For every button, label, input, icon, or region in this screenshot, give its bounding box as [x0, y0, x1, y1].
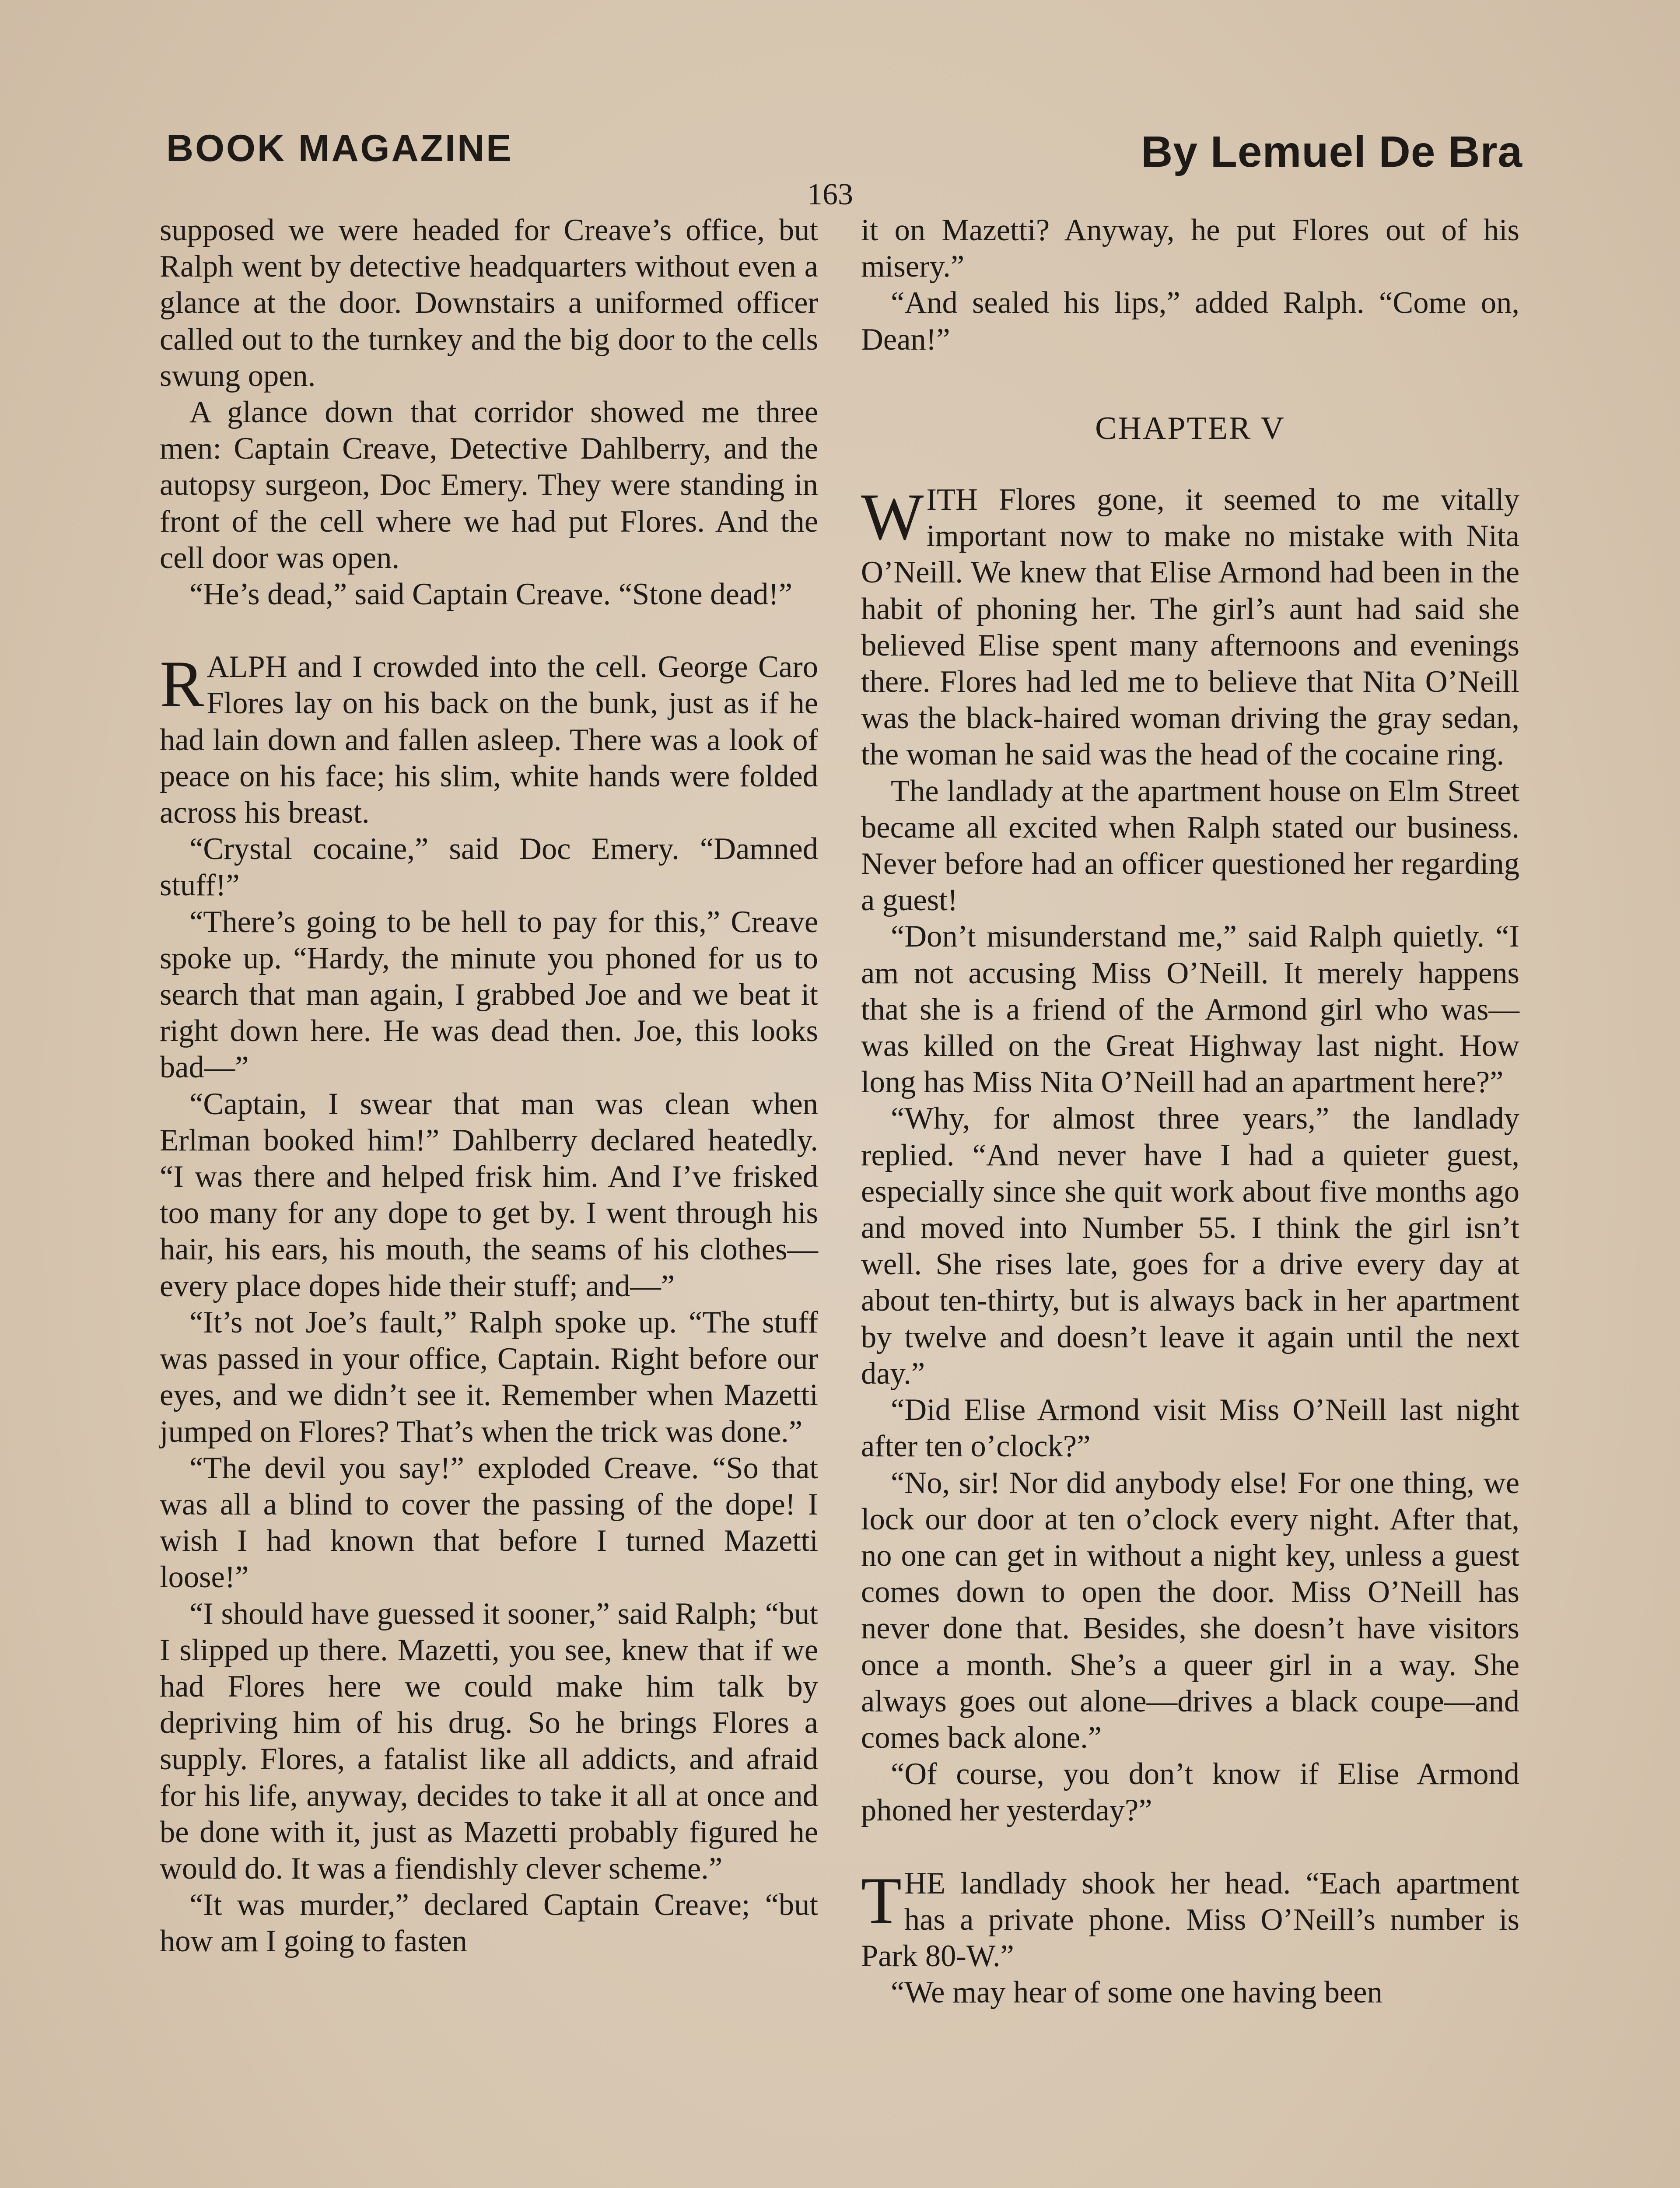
paragraph: “And sealed his lips,” added Ralph. “Come on, Dean!” [861, 286, 1519, 357]
paragraph: “Why, for almost three years,” the landlady replied. “And never have I had a quieter guest, especially since she quit work about five months ago and moved into Number 55. I think the girl isn’t well. She rises late, goes for a drive every day at about ten-thirty, but is always back in her apartment by twelve and doesn’t leave it again until the next day.” [861, 1101, 1519, 1391]
magazine-title: BOOK MAGAZINE [166, 127, 513, 169]
page-number: 163 [807, 178, 853, 211]
paragraph: “No, sir! Nor did anybody else! For one thing, we lock our door at ten o’clock every night. After that, no one can get in without a night key, unless a guest comes down to open the door. Miss O’Neill has never done that. Besides, she doesn’t have visitors once a month. She’s a queer girl in a way. She always goes out alone—drives a black coupe—and comes back alone.” [861, 1466, 1519, 1755]
dropcap-paragraph [160, 649, 818, 831]
paragraph: “We may hear of some one having been [891, 1975, 1382, 2010]
paragraph: it on Mazetti? Anyway, he put Flores out of his misery.” [861, 213, 1519, 284]
paragraph-text: HE landlady shook her head. “Each apartment has a private phone. Miss O’Neill’s number is Park 80-W.” [861, 1866, 1519, 1973]
dropcap-paragraph [861, 1865, 1519, 1975]
paragraph: A glance down that corridor showed me three men: Captain Creave, Detective Dahlberry, and the autopsy surgeon, Doc Emery. They were standing in front of the cell where we had put Flores. And the cell door was open. [160, 395, 818, 575]
paragraph-text: ALPH and I crowded into the cell. George Caro Flores lay on his back on the bunk, just as if he had lain down and fallen asleep. There was a look of peace on his face; his slim, white hands were folded across his breast. [160, 650, 818, 830]
paragraph: “Did Elise Armond visit Miss O’Neill last night after ten o’clock?” [861, 1393, 1519, 1464]
paragraph: supposed we were headed for Creave’s office, but Ralph went by detective headquarters without even a glance at the door. Downstairs a uniformed officer called out to the turnkey and the big door to the cells swung open. [160, 213, 818, 393]
dropcap-paragraph [861, 482, 1519, 773]
paragraph: “I should have guessed it sooner,” said Ralph; “but I slipped up there. Mazetti, you see, knew that if we had Flores here we could make him talk by depriving him of his drug. So he brings Flores a supply. Flores, a fatalist like all addicts, and afraid for his life, anyway, decides to take it all at once and be done with it, just as Mazetti probably figured he would do. It was a fiendishly clever scheme.” [160, 1596, 818, 1886]
paragraph: “Crystal cocaine,” said Doc Emery. “Damned stuff!” [160, 832, 818, 903]
paragraph: “It was murder,” declared Captain Creave; “but how am I going to fasten [160, 1888, 818, 1959]
author-byline: By Lemuel De Bra [1141, 127, 1522, 176]
paragraph: “There’s going to be hell to pay for this,” Creave spoke up. “Hardy, the minute you phoned for us to search that man again, I grabbed Joe and we beat it right down here. He was dead then. Joe, this looks bad—” [160, 905, 818, 1085]
paragraph: “Don’t misunderstand me,” said Ralph quietly. “I am not accusing Miss O’Neill. It merely happens that she is a friend of the Armond girl who was—was killed on the Great Highway last night. How long has Miss Nita O’Neill had an apartment here?” [861, 919, 1519, 1100]
paragraph: “It’s not Joe’s fault,” Ralph spoke up. “The stuff was passed in your office, Captain. Right before our eyes, and we didn’t see it. Remember when Mazetti jumped on Flores? That’s when the trick was done.” [160, 1305, 818, 1449]
paragraph: “Of course, you don’t know if Elise Armond phoned her yesterday?” [861, 1757, 1519, 1828]
drop-cap: R [160, 647, 204, 721]
drop-cap: W [861, 480, 924, 554]
paragraph: “He’s dead,” said Captain Creave. “Stone dead!” [189, 577, 793, 612]
right-text-column [861, 212, 1519, 2011]
paragraph: The landlady at the apartment house on Elm Street became all excited when Ralph stated our business. Never before had an officer questioned her regarding a guest! [861, 774, 1519, 918]
drop-cap: T [861, 1863, 902, 1937]
paragraph-text: ITH Flores gone, it seemed to me vitally important now to make no mistake with Nita O’Neill. We knew that Elise Armond had been in the habit of phoning her. The girl’s aunt had said she believed Elise spent many afternoons and evenings there. Flores had led me to believe that Nita O’Neill was the black-haired woman driving the gray sedan, the woman he said was the head of the cocaine ring. [861, 483, 1519, 772]
paragraph: “The devil you say!” exploded Creave. “So that was all a blind to cover the passing of the dope! I wish I had known that before I turned Mazetti loose!” [160, 1451, 818, 1595]
paragraph: “Captain, I swear that man was clean when Erlman booked him!” Dahlberry declared heatedly. “I was there and helped frisk him. And I’ve frisked too many for any dope to get by. I went through his hair, his ears, his mouth, the seams of his clothes—every place dopes hide their stuff; and—” [160, 1087, 818, 1303]
left-text-column [160, 212, 818, 1960]
chapter-heading: CHAPTER V [1095, 410, 1285, 446]
